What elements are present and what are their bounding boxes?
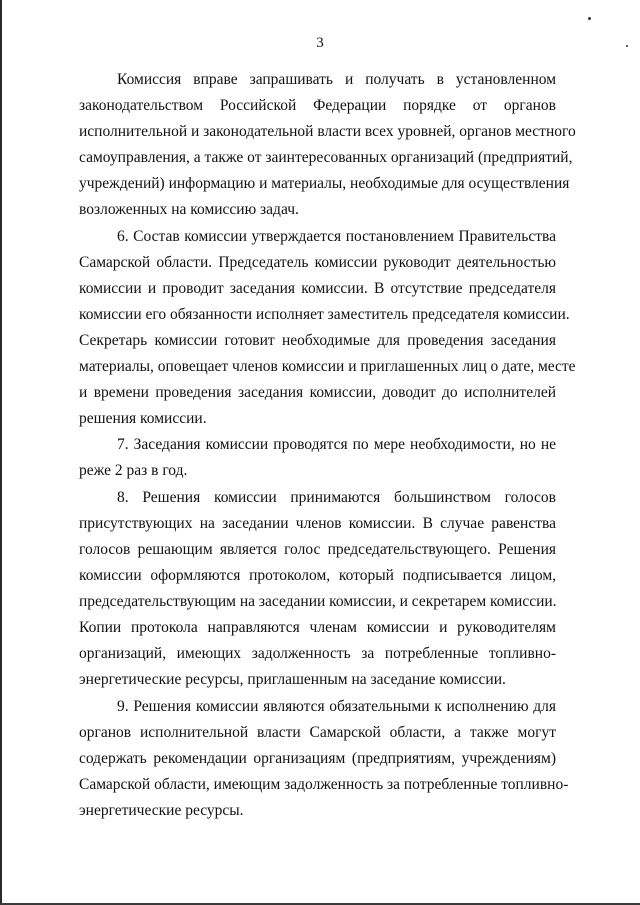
paragraph-4-line-1: 8. Решения комиссии принимаются большинством голосов: [117, 489, 556, 506]
paragraph-1-line-2: законодательством Российской Федерации порядке от органов: [79, 97, 556, 114]
paragraph-2-line-2: Самарской области. Председатель комиссии руководит деятельностью: [79, 254, 556, 271]
page-number: 3: [316, 35, 324, 51]
paragraph-4-line-8: энергетические ресурсы, приглашенным на заседание комиссии.: [79, 671, 506, 688]
paragraph-2-line-7: и времени проведения заседания комиссии, доводит до исполнителей: [79, 384, 556, 401]
scan-edge-left: [0, 0, 2, 905]
paragraph-5-line-5: энергетические ресурсы.: [79, 802, 244, 819]
paragraph-4-line-4: комиссии оформляются протоколом, который подписывается лицом,: [79, 567, 556, 584]
paragraph-4-line-2: присутствующих на заседании членов комиссии. В случае равенства: [79, 515, 556, 532]
paragraph-1-line-6: возложенных на комиссию задач.: [79, 201, 299, 218]
paragraph-5-line-1: 9. Решения комиссии являются обязательными к исполнению для: [117, 698, 556, 715]
paragraph-5-line-4: Самарской области, имеющим задолженность за потребленные топливно-: [79, 776, 569, 793]
paragraph-1-line-3: исполнительной и законодательной власти всех уровней, органов местного: [79, 123, 576, 140]
paragraph-4-line-3: голосов решающим является голос председательствующего. Решения: [79, 541, 556, 558]
paragraph-2-line-5: Секретарь комиссии готовит необходимые для проведения заседания: [79, 332, 556, 349]
paragraph-2-line-8: решения комиссии.: [79, 410, 207, 427]
paragraph-2-line-6: материалы, оповещает членов комиссии и приглашенных лиц о дате, месте: [79, 358, 576, 375]
paragraph-1-line-5: учреждений) информацию и материалы, необходимые для осуществления: [79, 175, 570, 192]
paragraph-2-line-1: 6. Состав комиссии утверждается постановлением Правительства: [117, 228, 556, 245]
paragraph-2-line-3: комиссии и проводит заседания комиссии. В отсутствие председателя: [79, 280, 556, 297]
paragraph-4-line-6: Копии протокола направляются членам комиссии и руководителям: [79, 619, 556, 636]
paragraph-1-line-4: самоуправления, а также от заинтересованных организаций (предприятий,: [79, 149, 573, 166]
paragraph-3-line-1: 7. Заседания комиссии проводятся по мере необходимости, но не: [117, 436, 556, 453]
paragraph-5-line-2: органов исполнительной власти Самарской области, а также могут: [79, 724, 556, 741]
paragraph-4-line-5: председательствующим на заседании комиссии, и секретарем комиссии.: [79, 593, 557, 610]
paragraph-2-line-4: комиссии его обязанности исполняет заместитель председателя комиссии.: [79, 306, 570, 323]
scan-speck: [588, 17, 591, 20]
paragraph-4-line-7: организаций, имеющих задолженность за потребленные топливно-: [79, 645, 556, 662]
paragraph-1-line-1: Комиссия вправе запрашивать и получать в установленном: [117, 71, 556, 88]
paragraph-5-line-3: содержать рекомендации организациям (предприятиям, учреждениям): [79, 750, 556, 767]
paragraph-3-line-2: реже 2 раз в год.: [79, 462, 188, 479]
